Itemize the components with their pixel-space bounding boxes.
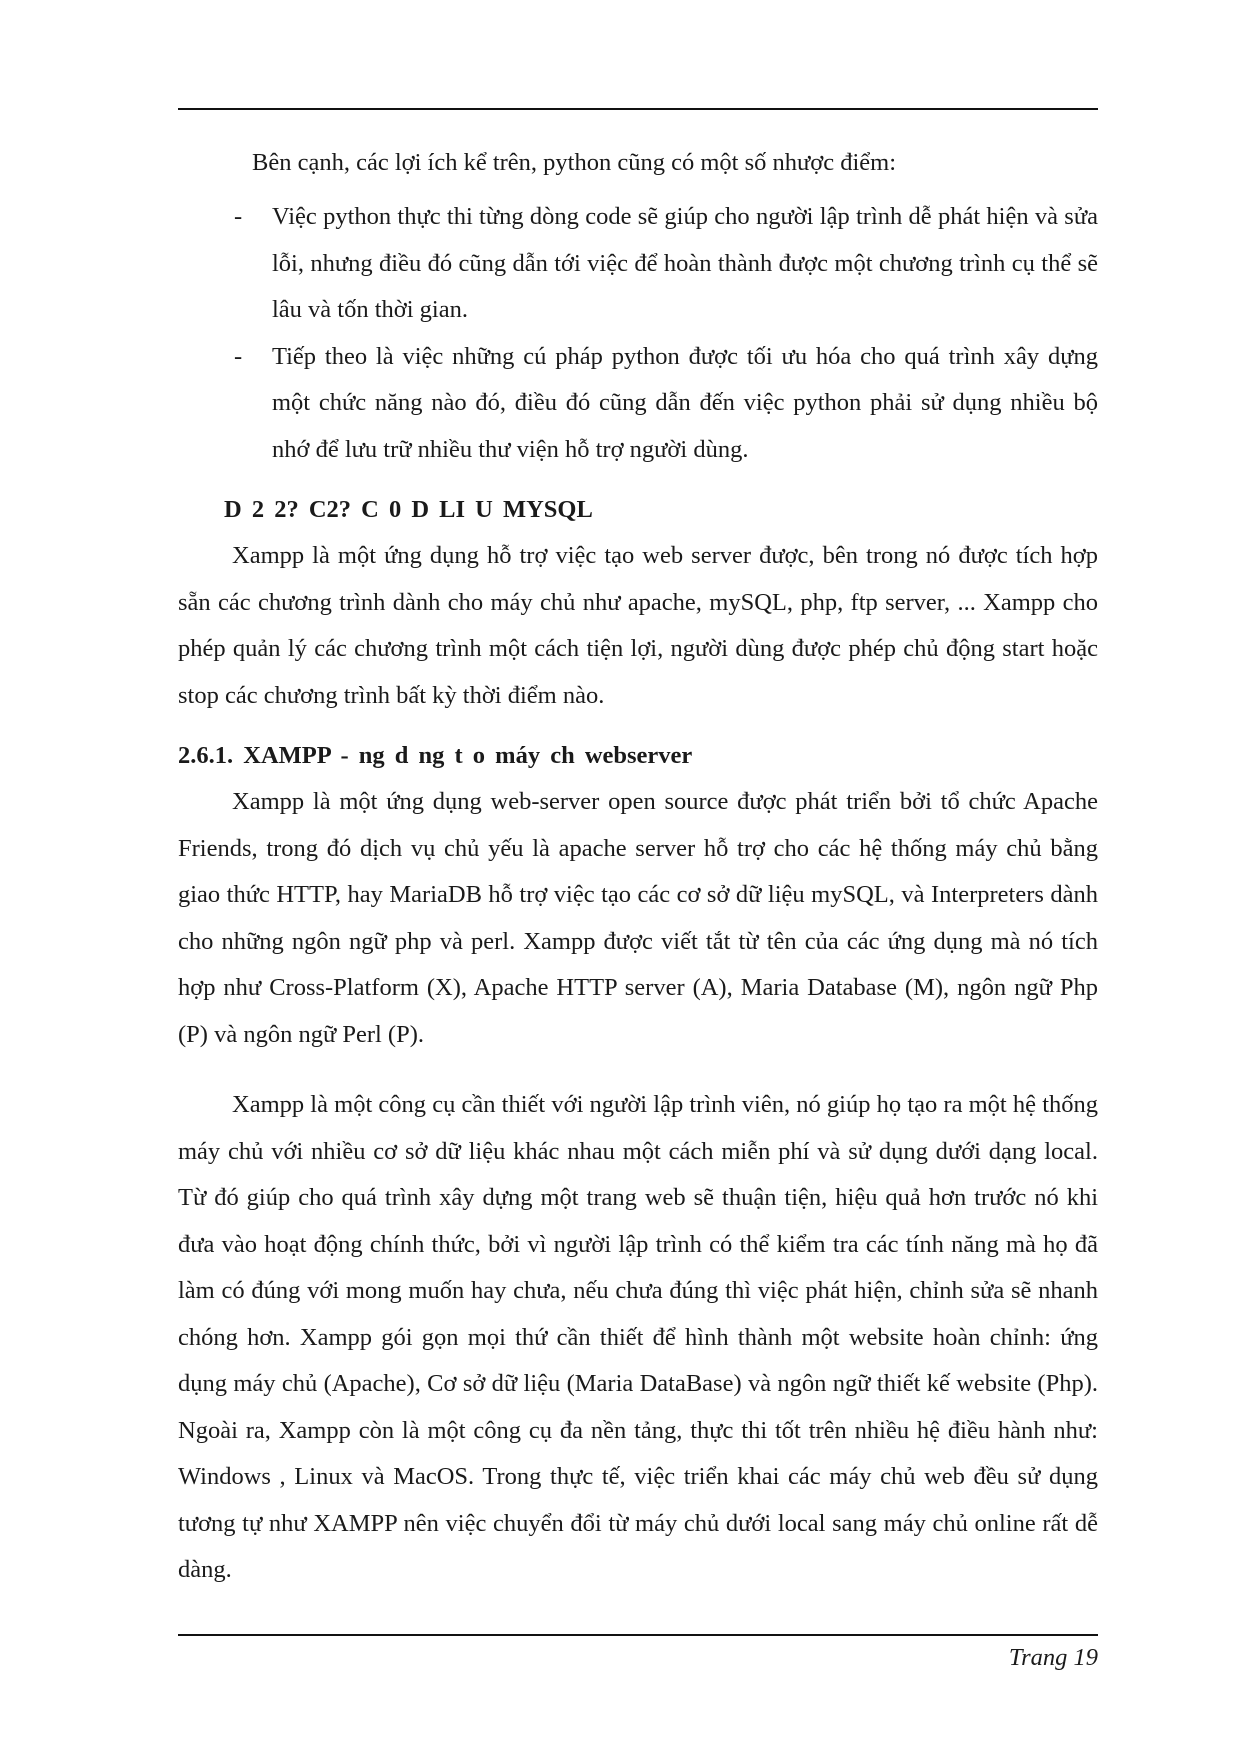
disadvantages-list: [178, 194, 1098, 473]
xampp-intro-paragraph: Xampp là một ứng dụng hỗ trợ việc tạo web server được, bên trong nó được tích hợp sẵn các chương trình dành cho máy chủ như apache, mySQL, php, ftp server, ... Xampp cho phép quản lý các chương trình một cách tiện lợi, người dùng được phép chủ động start hoặc stop các chương trình bất kỳ thời điểm nào.: [178, 542, 1098, 709]
page-body: [178, 140, 1098, 1594]
list-item: [178, 334, 1098, 474]
bullet-dash: -: [234, 203, 243, 230]
intro-paragraph: Bên cạnh, các lợi ích kể trên, python cũng có một số nhược điểm:: [252, 149, 897, 176]
xampp-description-paragraph: Xampp là một ứng dụng web-server open source được phát triển bởi tổ chức Apache Friends, trong đó dịch vụ chủ yếu là apache server hỗ trợ cho các hệ thống máy chủ bằng giao thức HTTP, hay MariaDB hỗ trợ việc tạo các cơ sở dữ liệu mySQL, và Interpreters dành cho những ngôn ngữ php và perl. Xampp được viết tắt từ tên của các ứng dụng mà nó tích hợp như Cross-Platform (X), Apache HTTP server (A), Maria Database (M), ngôn ngữ Php (P) và ngôn ngữ Perl (P).: [178, 788, 1098, 1048]
list-item: [178, 194, 1098, 334]
bullet-dash: -: [234, 342, 243, 370]
footer-rule: [178, 1634, 1098, 1636]
list-item-text: Việc python thực thi từng dòng code sẽ giúp cho người lập trình dễ phát hiện và sửa lỗi, nhưng điều đó cũng dẫn tới việc để hoàn thành được một chương trình cụ thể sẽ lâu và tốn thời gian.: [272, 203, 1098, 323]
page-number: Trang 19: [1008, 1644, 1098, 1671]
section-heading: D 2 2? C2? C 0 D LI U MYSQL: [224, 496, 593, 523]
header-rule: [178, 108, 1098, 110]
subsection-heading: 2.6.1. XAMPP - ng d ng t o máy ch webserver: [178, 742, 693, 769]
xampp-benefits-paragraph: Xampp là một công cụ cần thiết với người lập trình viên, nó giúp họ tạo ra một hệ thống máy chủ với nhiều cơ sở dữ liệu khác nhau một cách miễn phí và sử dụng dưới dạng local. Từ đó giúp cho quá trình xây dựng một trang web sẽ thuận tiện, hiệu quả hơn trước nó khi đưa vào hoạt động chính thức, bởi vì người lập trình có thể kiểm tra các tính năng mà họ đã làm có đúng với mong muốn hay chưa, nếu chưa đúng thì việc phát hiện, chỉnh sửa sẽ nhanh chóng hơn. Xampp gói gọn mọi thứ cần thiết để hình thành một website hoàn chỉnh: ứng dụng máy chủ (Apache), Cơ sở dữ liệu (Maria DataBase) và ngôn ngữ thiết kế website (Php). Ngoài ra, Xampp còn là một công cụ đa nền tảng, thực thi tốt trên nhiều hệ điều hành như: Windows , Linux và MacOS. Trong thực tế, việc triển khai các máy chủ web đều sử dụng tương tự như XAMPP nên việc chuyển đổi từ máy chủ dưới local sang máy chủ online rất dễ dàng.: [178, 1091, 1098, 1583]
list-item-text: Tiếp theo là việc những cú pháp python được tối ưu hóa cho quá trình xây dựng một chức năng nào đó, điều đó cũng dẫn đến việc python phải sử dụng nhiều bộ nhớ để lưu trữ nhiều thư viện hỗ trợ người dùng.: [272, 342, 1098, 463]
